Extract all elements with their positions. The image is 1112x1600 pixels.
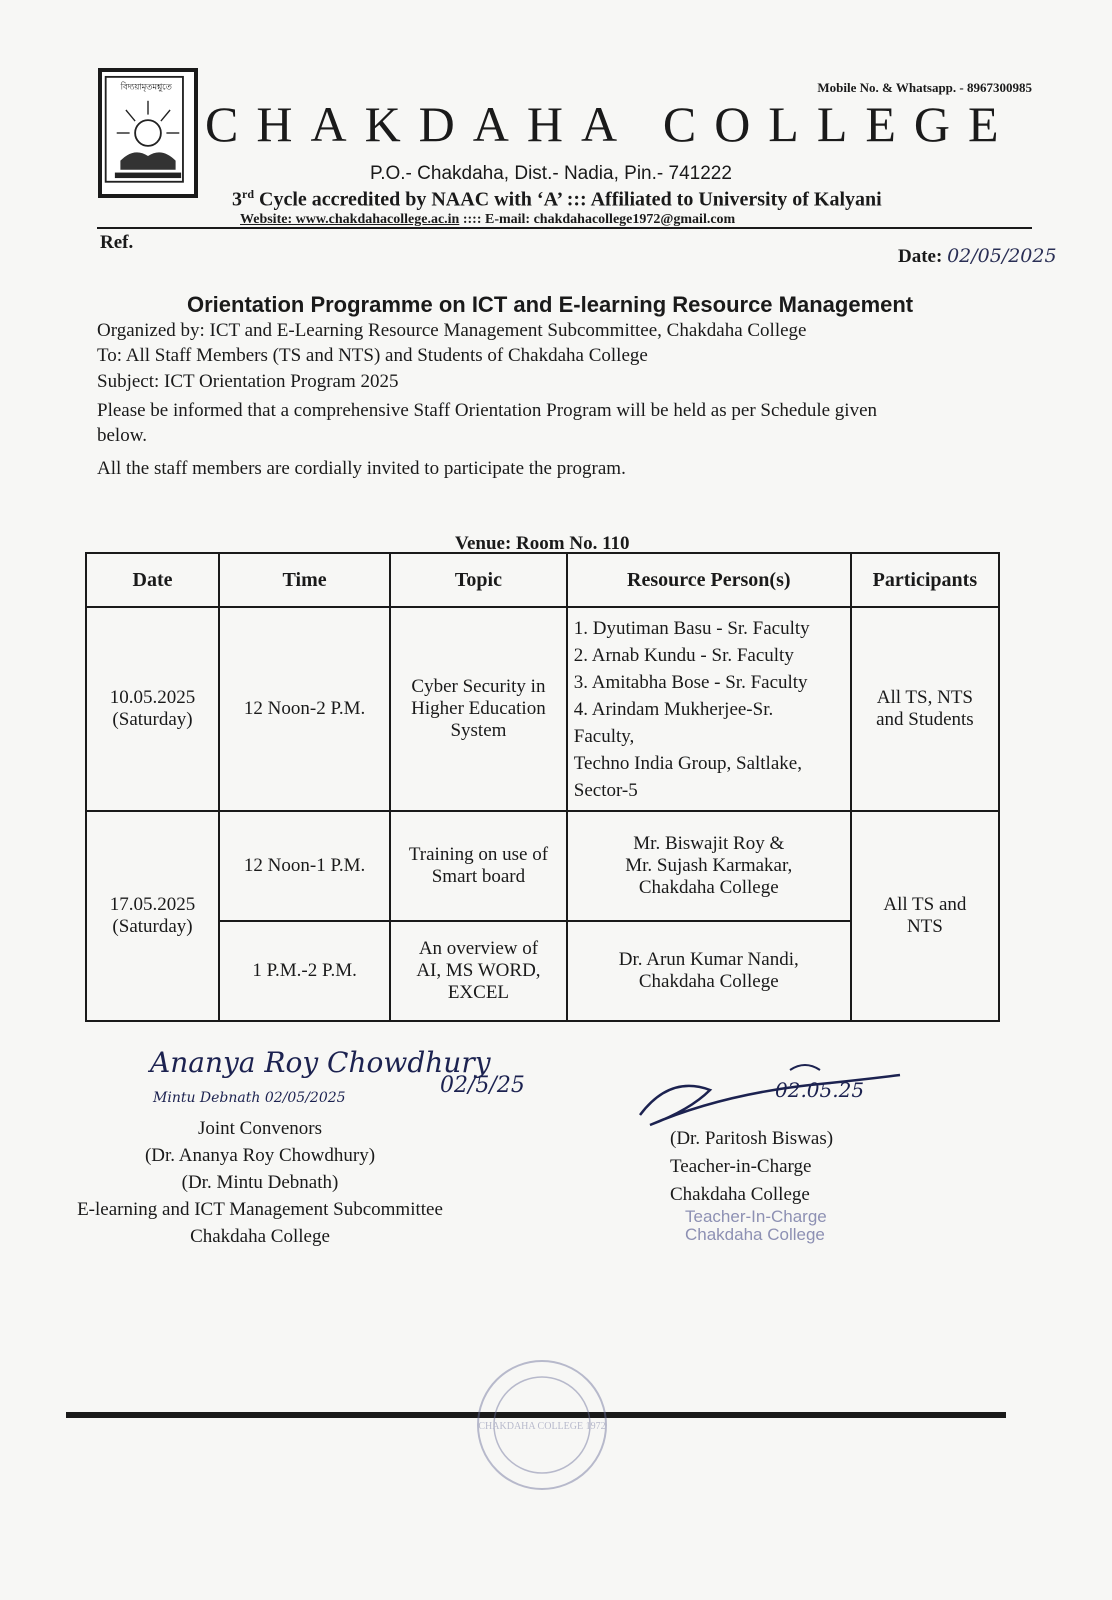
row2-participants-line: All TS and	[883, 894, 967, 915]
row1-participants-cell	[851, 607, 999, 811]
row1-date: 10.05.2025	[109, 687, 196, 708]
signature-date-left: 02/5/25	[440, 1073, 525, 1098]
header-topic: Topic	[390, 553, 567, 607]
logo-emblem-icon	[102, 72, 194, 194]
row3-time: 1 P.M.-2 P.M.	[219, 921, 390, 1021]
row2-person-line: Mr. Sujash Karmakar,	[625, 855, 793, 876]
convenor-line: Chakdaha College	[190, 1226, 330, 1247]
date-line	[898, 245, 1057, 268]
organized-by-line: Organized by: ICT and E-Learning Resource Management Subcommittee, Chakdaha College	[97, 320, 807, 341]
seal-text: CHAKDAHA COLLEGE 1972	[478, 1421, 606, 1432]
row1-date-cell	[86, 607, 219, 811]
date-value: 02/05/2025	[947, 245, 1057, 267]
row1-person-line: 2. Arnab Kundu - Sr. Faculty	[573, 644, 794, 666]
row2-date: 17.05.2025	[109, 894, 196, 915]
row3-topic-line: An overview of	[418, 938, 539, 959]
naac-rest: Cycle accredited by NAAC with ‘A’ ::: Affiliated to University of Kalyani	[254, 188, 882, 211]
row1-participants-line: All TS, NTS	[876, 687, 974, 708]
logo-motto: বিদ্যয়ামৃতমশ্নুতে	[120, 82, 172, 92]
contact-line	[240, 212, 735, 228]
header-divider	[97, 227, 1032, 229]
row1-person-line: Faculty,	[573, 725, 635, 747]
convenor-line: (Dr. Mintu Debnath)	[181, 1172, 339, 1193]
header-resource-persons: Resource Person(s)	[567, 553, 851, 607]
venue-label: Venue: Room No. 110	[455, 533, 630, 554]
notice-title: Orientation Programme on ICT and E-learning Resource Management	[187, 292, 914, 317]
college-address: P.O.- Chakdaha, Dist.- Nadia, Pin.- 741222	[370, 163, 732, 184]
row2-time: 12 Noon-1 P.M.	[219, 811, 390, 921]
signature-mintu: Mintu Debnath 02/05/2025	[153, 1090, 346, 1106]
row3-person-line: Chakdaha College	[638, 971, 779, 992]
row1-topic-line: Cyber Security in	[411, 676, 546, 697]
row2-participants-cell	[851, 811, 999, 1021]
tic-line: (Dr. Paritosh Biswas)	[670, 1128, 834, 1149]
row3-persons-cell	[567, 921, 851, 1021]
row1-topic-line: System	[450, 720, 507, 741]
table-header-row	[86, 553, 999, 607]
informed-line-1: Please be informed that a comprehensive Staff Orientation Program will be held as per Schedule given	[97, 400, 878, 421]
college-name: CHAKDAHA COLLEGE	[205, 96, 1017, 152]
convenor-line: (Dr. Ananya Roy Chowdhury)	[144, 1145, 376, 1166]
row2-persons-cell	[567, 811, 851, 921]
row3-topic-line: EXCEL	[447, 982, 510, 1003]
header-time: Time	[219, 553, 390, 607]
stamp-line: Chakdaha College	[685, 1225, 825, 1244]
teacher-in-charge-block	[670, 1125, 833, 1209]
row1-person-line: 1. Dyutiman Basu - Sr. Faculty	[573, 617, 810, 639]
row2-person-line: Mr. Biswajit Roy &	[633, 833, 785, 854]
row2-date-cell	[86, 811, 219, 1021]
row1-person-line: 3. Amitabha Bose - Sr. Faculty	[573, 671, 808, 693]
date-label: Date:	[898, 246, 943, 267]
ref-label: Ref.	[100, 232, 134, 253]
tic-line: Teacher-in-Charge	[670, 1156, 812, 1177]
tic-stamp	[685, 1208, 827, 1244]
tic-line: Chakdaha College	[670, 1184, 810, 1205]
row3-topic-line: AI, MS WORD,	[416, 960, 541, 981]
convenor-line: Joint Convenors	[197, 1118, 323, 1139]
to-line: To: All Staff Members (TS and NTS) and Students of Chakdaha College	[97, 345, 648, 366]
row1-topic-line: Higher Education	[411, 698, 546, 719]
row2-person-line: Chakdaha College	[638, 877, 779, 898]
signature-ananya: Ananya Roy Chowdhury	[150, 1046, 491, 1079]
row1-person-line: Sector-5	[573, 779, 638, 801]
schedule-table	[85, 552, 1000, 1022]
joint-convenors-block	[40, 1115, 480, 1250]
seal-icon	[472, 1355, 612, 1495]
row3-person-line: Dr. Arun Kumar Nandi,	[618, 949, 799, 970]
header-date: Date	[86, 553, 219, 607]
row2-topic-line: Training on use of	[408, 844, 549, 865]
convenor-line: E-learning and ICT Management Subcommittee	[77, 1199, 443, 1220]
email-text: :::: E-mail: chakdahacollege1972@gmail.com	[459, 212, 736, 227]
invited-line: All the staff members are cordially invited to participate the program.	[97, 458, 626, 479]
row2-topic-line: Smart board	[431, 866, 526, 887]
college-seal	[472, 1355, 612, 1495]
row3-topic-cell	[390, 921, 567, 1021]
row2-participants-line: NTS	[906, 916, 943, 937]
row1-persons-cell	[567, 607, 851, 811]
row2-topic-cell	[390, 811, 567, 921]
header-participants: Participants	[851, 553, 999, 607]
signature-date-right: 02.05.25	[775, 1078, 865, 1102]
row1-day: (Saturday)	[112, 709, 193, 730]
table-row	[86, 811, 999, 921]
row1-time: 12 Noon-2 P.M.	[219, 607, 390, 811]
naac-prefix: 3	[232, 188, 242, 211]
website-link[interactable]: Website: www.chakdahacollege.ac.in	[240, 212, 460, 227]
row1-person-line: 4. Arindam Mukherjee-Sr.	[573, 698, 774, 720]
naac-sup: rd	[242, 187, 254, 201]
table-row	[86, 607, 999, 811]
naac-accreditation	[232, 187, 882, 212]
row1-person-line: Techno India Group, Saltlake,	[573, 752, 802, 774]
mobile-number: Mobile No. & Whatsapp. - 8967300985	[817, 80, 1032, 95]
row2-day: (Saturday)	[112, 916, 193, 937]
informed-line-2: below.	[97, 425, 147, 446]
row1-topic-cell	[390, 607, 567, 811]
subject-line: Subject: ICT Orientation Program 2025	[97, 371, 399, 392]
row1-participants-line: and Students	[876, 709, 974, 730]
stamp-line: Teacher-In-Charge	[685, 1207, 827, 1226]
college-logo	[98, 68, 198, 198]
